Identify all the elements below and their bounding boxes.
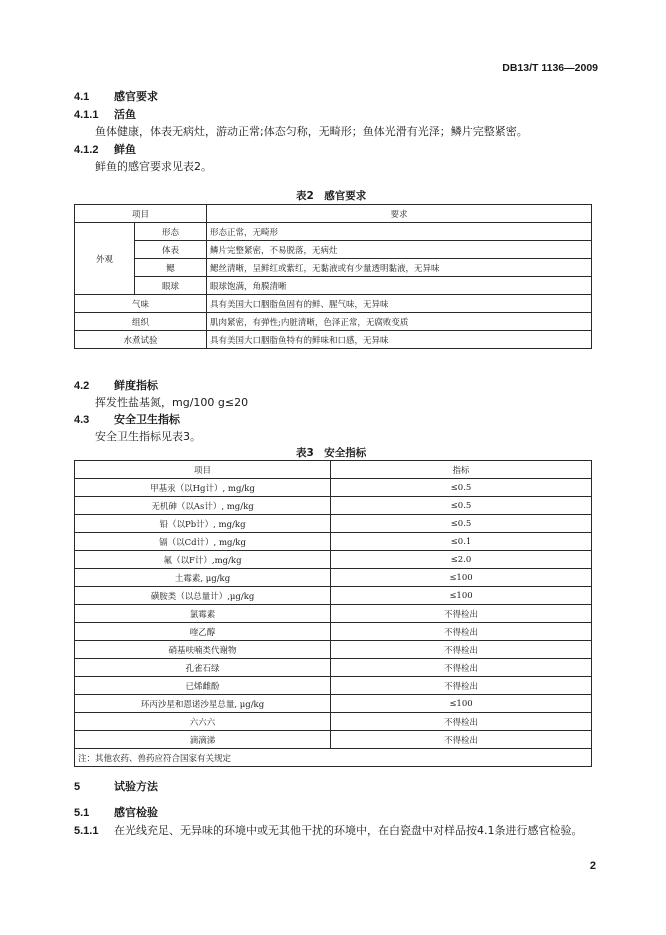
row-value: ≤0.5 xyxy=(331,497,592,515)
row-item: 环丙沙星和恩诺沙星总量, μg/kg xyxy=(75,695,331,713)
row-value: 不得检出 xyxy=(331,641,592,659)
row-requirement: 鳃丝清晰，呈鲜红或紫红，无黏液或有少量透明黏液，无异味 xyxy=(207,259,592,277)
paragraph-4-1-1: 鱼体健康，体表无病灶，游动正常;体态匀称，无畸形；鱼体光滑有光泽；鳞片完整紧密。 xyxy=(95,125,528,138)
heading-5 xyxy=(74,778,158,794)
table-row xyxy=(75,497,592,515)
row-item: 甲基汞（以Hg计）, mg/kg xyxy=(75,479,331,497)
row-item: 鳃 xyxy=(135,259,207,277)
table-note-row xyxy=(75,749,592,767)
row-item: 气味 xyxy=(75,295,207,313)
table-row xyxy=(75,731,592,749)
row-value: ≤2.0 xyxy=(331,551,592,569)
row-item: 喹乙醇 xyxy=(75,623,331,641)
table-row xyxy=(75,331,592,349)
section-number: 4.3 xyxy=(74,414,90,426)
row-item: 水煮试验 xyxy=(75,331,207,349)
row-value: ≤100 xyxy=(331,587,592,605)
table-row xyxy=(75,313,592,331)
table-row xyxy=(75,605,592,623)
paragraph-4-2: 挥发性盐基氮，mg/100 g≤20 xyxy=(95,396,249,409)
paragraph-4-3: 安全卫生指标见表3。 xyxy=(95,430,201,443)
sensory-requirements-table xyxy=(74,204,592,349)
section-number: 4.2 xyxy=(74,380,90,392)
row-item: 孔雀石绿 xyxy=(75,659,331,677)
table2-caption: 表2 感官要求 xyxy=(296,190,367,202)
row-item: 滴滴涕 xyxy=(75,731,331,749)
row-requirement: 鳞片完整紧密，不易脱落，无病灶 xyxy=(207,241,592,259)
table3-caption: 表3 安全指标 xyxy=(296,447,367,459)
row-item: 已烯雌酚 xyxy=(75,677,331,695)
row-item: 无机砷（以As计）, mg/kg xyxy=(75,497,331,515)
row-item: 氯霉素 xyxy=(75,605,331,623)
row-item: 磺胺类（以总量计）,μg/kg xyxy=(75,587,331,605)
row-value: ≤0.1 xyxy=(331,533,592,551)
row-requirement: 具有美国大口胭脂鱼固有的鲜、腥气味，无异味 xyxy=(207,295,592,313)
section-title: 感官要求 xyxy=(114,90,158,103)
safety-indicators-table xyxy=(74,460,592,767)
row-value: 不得检出 xyxy=(331,713,592,731)
table-row xyxy=(75,295,592,313)
row-item: 六六六 xyxy=(75,713,331,731)
section-title: 感官检验 xyxy=(114,806,158,819)
heading-4-1 xyxy=(74,88,158,104)
heading-4-1-1 xyxy=(74,106,136,122)
table-note: 注：其他农药、兽药应符合国家有关规定 xyxy=(75,749,592,767)
row-item: 铅（以Pb计）, mg/kg xyxy=(75,515,331,533)
row-value: 不得检出 xyxy=(331,731,592,749)
row-value: 不得检出 xyxy=(331,605,592,623)
section-number: 4.1 xyxy=(74,91,90,103)
table-row xyxy=(75,587,592,605)
table-row xyxy=(75,551,592,569)
heading-4-3 xyxy=(74,411,180,427)
section-number: 5.1.1 xyxy=(74,825,99,837)
section-number: 5 xyxy=(74,781,81,793)
heading-4-2 xyxy=(74,377,158,393)
table-row xyxy=(75,695,592,713)
row-value: 不得检出 xyxy=(331,677,592,695)
row-value: ≤100 xyxy=(331,569,592,587)
table-row xyxy=(75,641,592,659)
table-row xyxy=(75,479,592,497)
group-appearance: 外观 xyxy=(75,223,135,295)
header-item: 项目 xyxy=(75,461,331,479)
section-title: 鲜鱼 xyxy=(114,143,136,156)
row-item: 形态 xyxy=(135,223,207,241)
row-requirement: 眼球饱满，角膜清晰 xyxy=(207,277,592,295)
row-value: ≤0.5 xyxy=(331,515,592,533)
table-row xyxy=(75,241,592,259)
table-row xyxy=(75,569,592,587)
section-title: 鲜度指标 xyxy=(114,379,158,392)
table-header-row xyxy=(75,461,592,479)
section-number: 4.1.2 xyxy=(74,144,99,156)
table-row xyxy=(75,659,592,677)
row-item: 眼球 xyxy=(135,277,207,295)
table-row xyxy=(75,515,592,533)
row-value: ≤100 xyxy=(331,695,592,713)
header-requirement: 要求 xyxy=(207,205,592,223)
page-number: 2 xyxy=(589,860,596,872)
row-item: 土霉素, μg/kg xyxy=(75,569,331,587)
row-item: 组织 xyxy=(75,313,207,331)
row-item: 氟（以F计）,mg/kg xyxy=(75,551,331,569)
heading-4-1-2 xyxy=(74,141,136,157)
paragraph-5-1-1 xyxy=(74,822,583,838)
section-title: 活鱼 xyxy=(114,108,136,121)
section-text: 在光线充足、无异味的环境中或无其他干扰的环境中，在白瓷盘中对样品按4.1条进行感官检验。 xyxy=(114,824,583,837)
standard-code: DB13/T 1136—2009 xyxy=(502,62,598,74)
table-row xyxy=(75,677,592,695)
section-title: 试验方法 xyxy=(114,780,158,793)
header-value: 指标 xyxy=(331,461,592,479)
table-row xyxy=(75,259,592,277)
table-row xyxy=(75,223,592,241)
table-header-row xyxy=(75,205,592,223)
table-row xyxy=(75,533,592,551)
row-requirement: 具有美国大口胭脂鱼特有的鲜味和口感，无异味 xyxy=(207,331,592,349)
row-value: 不得检出 xyxy=(331,659,592,677)
row-requirement: 肌肉紧密，有弹性;内脏清晰，色泽正常，无腐败变质 xyxy=(207,313,592,331)
row-item: 硝基呋喃类代谢物 xyxy=(75,641,331,659)
row-item: 镉（以Cd计）, mg/kg xyxy=(75,533,331,551)
header-item: 项目 xyxy=(75,205,207,223)
table-row xyxy=(75,277,592,295)
row-requirement: 形态正常，无畸形 xyxy=(207,223,592,241)
paragraph-4-1-2: 鲜鱼的感官要求见表2。 xyxy=(95,160,212,173)
section-number: 4.1.1 xyxy=(74,109,99,121)
row-value: ≤0.5 xyxy=(331,479,592,497)
table-row xyxy=(75,623,592,641)
table-row xyxy=(75,713,592,731)
row-value: 不得检出 xyxy=(331,623,592,641)
row-item: 体表 xyxy=(135,241,207,259)
heading-5-1 xyxy=(74,804,158,820)
section-title: 安全卫生指标 xyxy=(114,413,180,426)
section-number: 5.1 xyxy=(74,807,90,819)
